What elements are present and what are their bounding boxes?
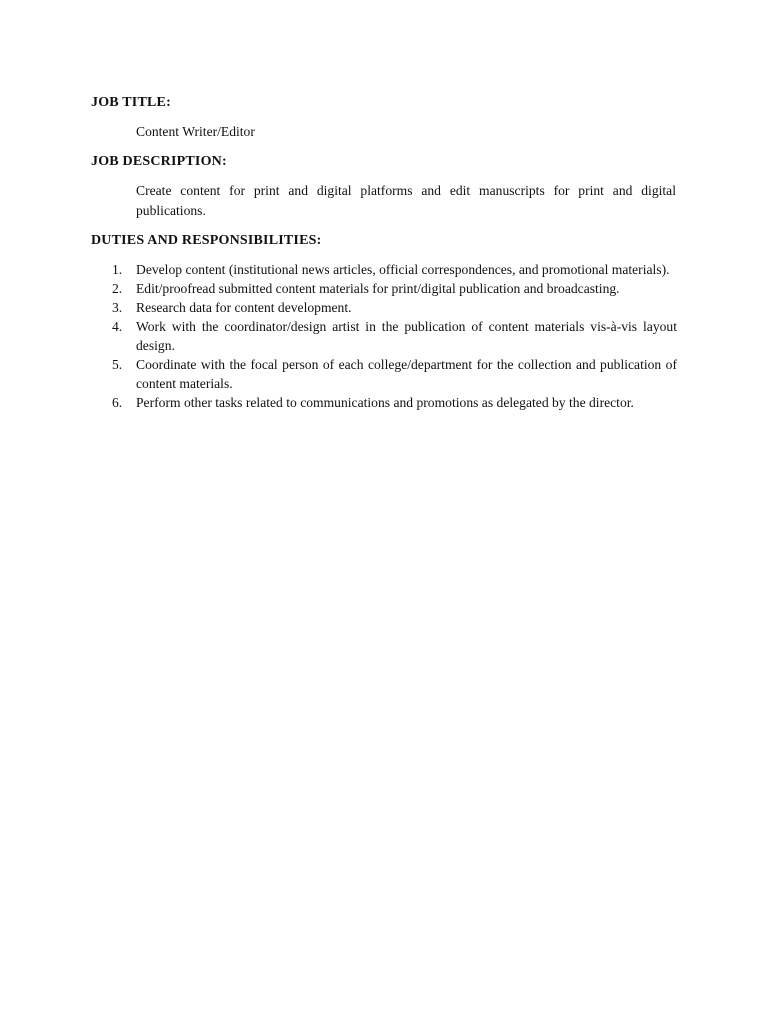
job-description-heading: JOB DESCRIPTION:: [91, 154, 227, 169]
list-item: [91, 260, 677, 279]
list-item-text: Research data for content development.: [136, 300, 352, 315]
job-title-heading: JOB TITLE:: [91, 95, 171, 110]
list-item: [91, 355, 677, 393]
list-item-text: Work with the coordinator/design artist in the publication of content materials vis-à-vis layout design.: [136, 319, 677, 353]
list-item-number: 6.: [112, 395, 123, 410]
job-description-value: Create content for print and digital platforms and edit manuscripts for print and digital publications.: [136, 183, 676, 218]
list-item-text: Edit/proofread submitted content materials for print/digital publication and broadcasting.: [136, 281, 620, 296]
list-item-number: 1.: [112, 262, 123, 277]
list-item-text: Coordinate with the focal person of each college/department for the collection and publication of content materials.: [136, 357, 677, 391]
list-item: [91, 279, 677, 298]
duties-list: [91, 260, 677, 412]
job-title-value: Content Writer/Editor: [136, 124, 255, 139]
list-item: [91, 393, 677, 412]
list-item-number: 2.: [112, 281, 123, 296]
list-item-number: 5.: [112, 357, 123, 372]
list-item-number: 3.: [112, 300, 123, 315]
duties-heading: DUTIES AND RESPONSIBILITIES:: [91, 233, 322, 248]
list-item-text: Develop content (institutional news articles, official correspondences, and promotional materials).: [136, 262, 670, 277]
list-item-number: 4.: [112, 319, 123, 334]
list-item: [91, 317, 677, 355]
list-item: [91, 298, 677, 317]
list-item-text: Perform other tasks related to communications and promotions as delegated by the director.: [136, 395, 634, 410]
